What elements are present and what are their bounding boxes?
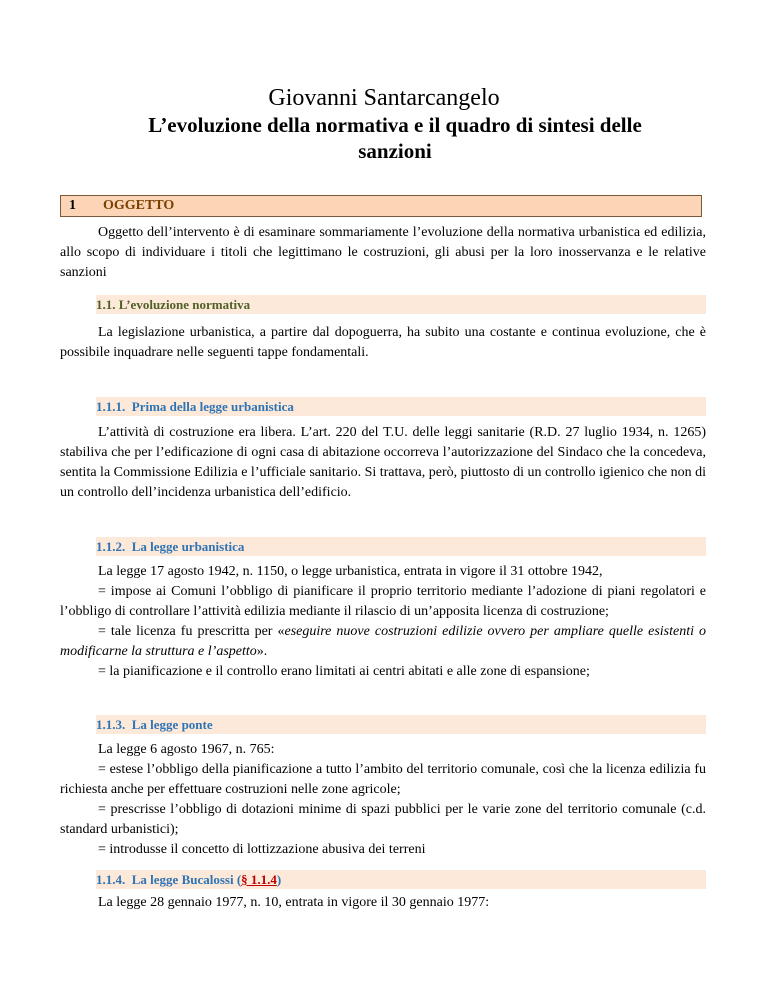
heading-1-1-1 xyxy=(96,397,706,416)
quoted-text: eseguire nuove costruzioni edilizie ovvero per ampliare quelle esistenti o modificarne la struttura e l’aspetto xyxy=(60,624,707,659)
paragraph: La legge 28 gennaio 1977, n. 10, entrata in vigore il 30 gennaio 1977: xyxy=(98,895,490,910)
heading-1-1-2 xyxy=(96,537,706,556)
heading-text xyxy=(96,870,281,889)
section-1-1-3-text xyxy=(60,740,706,860)
heading-text: 1.1.3. La legge ponte xyxy=(96,717,213,732)
section-1-heading xyxy=(60,195,702,217)
paragraph xyxy=(60,622,706,662)
paragraph: = introdusse il concetto di lottizzazione abusiva dei terreni xyxy=(98,842,426,857)
section-1-1-text xyxy=(60,323,706,363)
heading-1-1-3 xyxy=(96,715,706,734)
heading-1-1-4 xyxy=(96,870,706,889)
section-1-1-2-text xyxy=(60,562,706,682)
section-number: 1 xyxy=(69,198,76,213)
paragraph: La legge 6 agosto 1967, n. 765: xyxy=(98,742,275,757)
heading-text: 1.1.1. Prima della legge urbanistica xyxy=(96,399,294,414)
paragraph: = prescrisse l’obbligo di dotazioni minime di spazi pubblici per le varie zone del territorio comunale (c.d. standard urbanistici); xyxy=(60,802,706,837)
section-1-1-4-text xyxy=(60,893,706,913)
section-reference-link[interactable]: § 1.1.4 xyxy=(241,872,277,887)
paragraph: La legge 17 agosto 1942, n. 1150, o legge urbanistica, entrata in vigore il 31 ottobre 1942, xyxy=(98,564,603,579)
paragraph: L’attività di costruzione era libera. L’art. 220 del T.U. delle leggi sanitarie (R.D. 27 luglio 1934, n. 1265) stabiliva che per l’edificazione di ogni casa di abitazione occorreva l’autorizzazione del Sindaco che la concedeva, sentita la Commissione Edilizia e l’ufficiale sanitario. Si trattava, però, piuttosto di un controllo igienico che non di un controllo dell’incidenza urbanistica dell’edificio. xyxy=(60,425,706,500)
author-name: Giovanni Santarcangelo xyxy=(268,85,500,111)
quote-open: = tale licenza fu prescritta per « xyxy=(98,624,285,639)
paragraph: = estese l’obbligo della pianificazione a tutto l’ambito del territorio comunale, così che la licenza edilizia fu richiesta anche per effettuare costruzioni nelle zone agricole; xyxy=(60,762,706,797)
heading-text: 1.1. L’evoluzione normativa xyxy=(96,297,251,312)
title-line-1: L’evoluzione della normativa e il quadro di sintesi delle xyxy=(148,113,642,137)
title-line-2: sanzioni xyxy=(358,139,432,163)
paragraph: = impose ai Comuni l’obbligo di pianificare il proprio territorio mediante l’adozione di piani regolatori e l’obbligo di controllare l’attività edilizia mediante il rilascio di un’apposita licenza di costruzione; xyxy=(60,584,706,619)
heading-suffix: ) xyxy=(276,872,282,887)
heading-text: 1.1.2. La legge urbanistica xyxy=(96,539,245,554)
paragraph: La legislazione urbanistica, a partire dal dopoguerra, ha subito una costante e continua evoluzione, che è possibile inquadrare nelle seguenti tappe fondamentali. xyxy=(60,325,706,360)
quote-close: ». xyxy=(256,644,268,659)
paragraph: Oggetto dell’intervento è di esaminare sommariamente l’evoluzione della normativa urbanistica ed edilizia, allo scopo di individuare i titoli che legittimano le costruzioni, gli abusi per la loro inosservanza e le relative sanzioni xyxy=(60,225,706,280)
heading-1-1 xyxy=(96,295,706,314)
section-1-1-1-text xyxy=(60,423,706,503)
section-1-text xyxy=(60,223,706,283)
document-title xyxy=(120,112,670,164)
section-label: OGGETTO xyxy=(103,198,175,213)
heading-prefix: 1.1.4. La legge Bucalossi ( xyxy=(96,872,242,887)
paragraph: = la pianificazione e il controllo erano limitati ai centri abitati e alle zone di espansione; xyxy=(98,664,590,679)
